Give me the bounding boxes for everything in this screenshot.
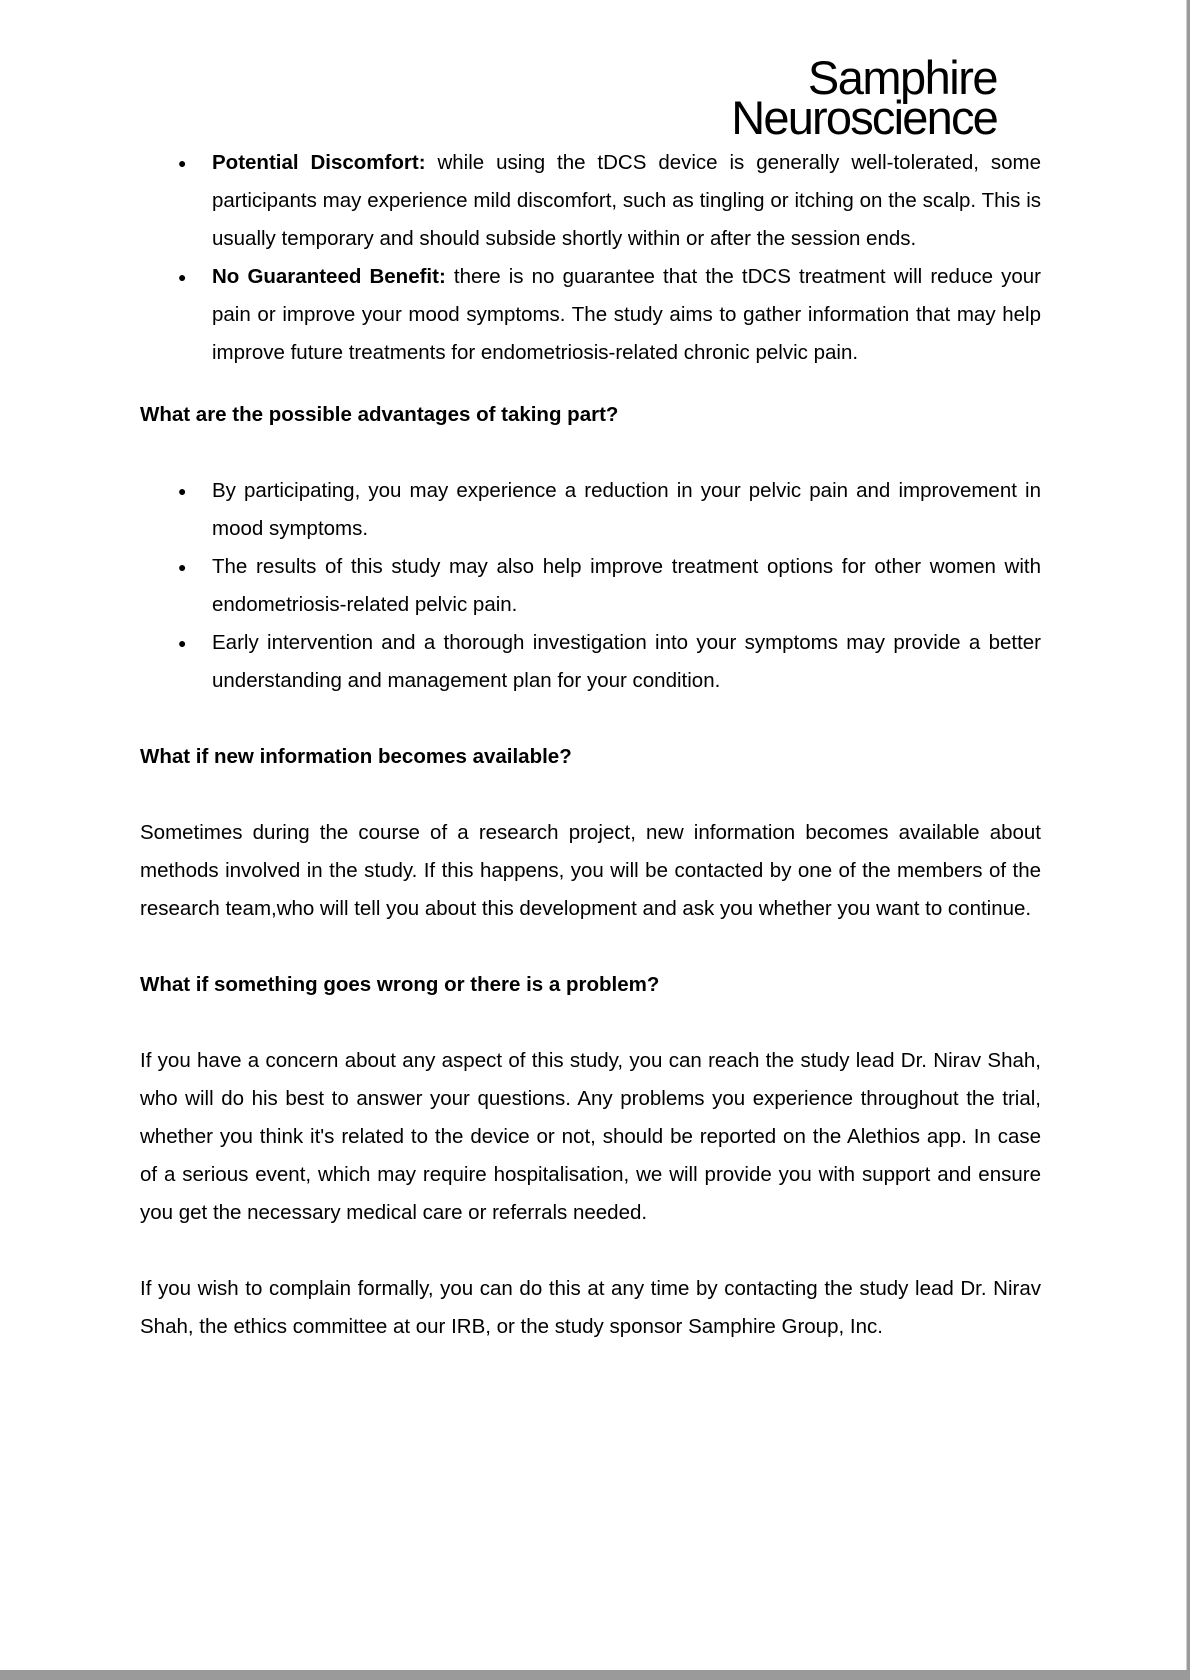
section-heading-problem: What if something goes wrong or there is a problem? xyxy=(140,973,660,996)
risk-title: Potential Discomfort: xyxy=(212,151,426,174)
advantages-list xyxy=(140,472,1041,700)
advantage-text: The results of this study may also help improve treatment options for other women with endometriosis-related pelvic pain. xyxy=(212,555,1041,616)
new-information-paragraph: Sometimes during the course of a research project, new information becomes available about methods involved in the study. If this happens, you will be contacted by one of the members of the research team,who will tell you about this development and ask you whether you want to continue. xyxy=(140,821,1041,920)
risk-text: there is no guarantee that the tDCS treatment will reduce your pain or improve your mood symptoms. The study aims to gather information that may help improve future treatments for endometriosis-related chronic pelvic pain. xyxy=(212,265,1041,364)
logo-line-2: Neuroscience xyxy=(731,91,997,144)
bullet-icon: ● xyxy=(178,155,187,171)
risk-text: while using the tDCS device is generally well-tolerated, some participants may experience mild discomfort, such as tingling or itching on the scalp. This is usually temporary and should subside shortly within or after the session ends. xyxy=(212,151,1041,250)
problem-paragraph-1: If you have a concern about any aspect of this study, you can reach the study lead Dr. Nirav Shah, who will do his best to answer your questions. Any problems you experience throughout the trial, whether you think it's related to the device or not, should be reported on the Alethios app. In case of a serious event, which may require hospitalisation, we will provide you with support and ensure you get the necessary medical care or referrals needed. xyxy=(140,1049,1041,1224)
section-heading-new-information: What if new information becomes available? xyxy=(140,745,572,768)
list-item xyxy=(140,144,1041,258)
advantage-text: Early intervention and a thorough investigation into your symptoms may provide a better understanding and management plan for your condition. xyxy=(212,631,1041,692)
bullet-icon: ● xyxy=(178,635,187,651)
bullet-icon: ● xyxy=(178,483,187,499)
list-item xyxy=(140,472,1041,548)
problem-paragraph-2: If you wish to complain formally, you can do this at any time by contacting the study lead Dr. Nirav Shah, the ethics committee at our IRB, or the study sponsor Samphire Group, Inc. xyxy=(140,1277,1041,1338)
risks-list xyxy=(140,144,1041,372)
section-heading-advantages: What are the possible advantages of taking part? xyxy=(140,403,619,426)
logo-line-1: Samphire xyxy=(807,51,997,104)
list-item xyxy=(140,258,1041,372)
company-logo xyxy=(731,51,997,144)
risk-title: No Guaranteed Benefit: xyxy=(212,265,446,288)
list-item xyxy=(140,624,1041,700)
list-item xyxy=(140,548,1041,624)
document-body xyxy=(140,144,1041,1346)
advantage-text: By participating, you may experience a reduction in your pelvic pain and improvement in mood symptoms. xyxy=(212,479,1041,540)
bullet-icon: ● xyxy=(178,269,187,285)
bullet-icon: ● xyxy=(178,559,187,575)
